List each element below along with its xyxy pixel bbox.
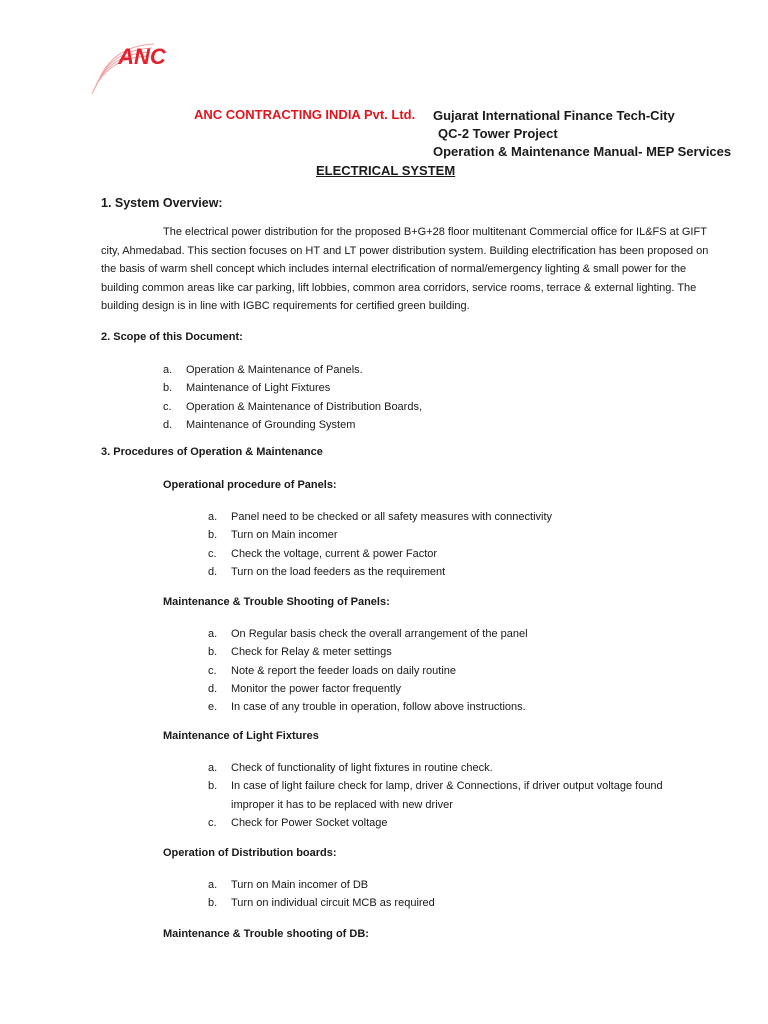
list-item bbox=[208, 698, 698, 716]
list-item-marker: b. bbox=[208, 897, 218, 910]
scope-list bbox=[163, 361, 683, 434]
section-1-title: 1. System Overview: bbox=[101, 196, 223, 210]
list-item-text: Maintenance of Light Fixtures bbox=[186, 382, 331, 395]
list-item bbox=[163, 361, 683, 379]
list-item-marker: b. bbox=[208, 529, 218, 542]
company-name: ANC CONTRACTING INDIA Pvt. Ltd. bbox=[194, 107, 416, 122]
list-item-marker: d. bbox=[208, 565, 218, 578]
list-item-marker: c. bbox=[208, 664, 217, 677]
system-overview-text: The electrical power distribution for the proposed B+G+28 floor multitenant Commercial office for IL&FS at GIFT city, Ahmedabad. This section focuses on HT and LT power distribution system. Building electrification has been proposed on the basis of warm shell concept which includes internal electrification of normal/emergency lighting & small power for the building common areas like car parking, lift lobbies, common area corridors, service rooms, terrace & external lighting. The building design is in line with IGBC requirements for certified green building. bbox=[101, 226, 709, 312]
list-item-text: Panel need to be checked or all safety measures with connectivity bbox=[231, 511, 553, 523]
anc-logo bbox=[92, 42, 192, 98]
list-item-text: Check for Power Socket voltage bbox=[231, 816, 388, 829]
list-item-text: Turn on Main incomer of DB bbox=[231, 879, 369, 891]
list-item-marker: e. bbox=[208, 701, 218, 714]
list-item-marker: a. bbox=[208, 762, 218, 774]
list-item bbox=[163, 379, 683, 397]
list-item bbox=[208, 814, 698, 832]
list-item bbox=[208, 876, 698, 894]
list-item-text: Monitor the power factor frequently bbox=[231, 682, 401, 695]
list-item-text: Maintenance of Grounding System bbox=[186, 418, 356, 431]
list-item bbox=[208, 563, 698, 581]
list-item-text: Check of functionality of light fixtures in routine check. bbox=[231, 762, 493, 774]
list-item-marker: b. bbox=[208, 780, 218, 793]
list-item-marker: a. bbox=[208, 879, 218, 891]
header-line-3: Operation & Maintenance Manual- MEP Services bbox=[433, 144, 732, 159]
document-title: ELECTRICAL SYSTEM bbox=[316, 163, 456, 178]
list-item bbox=[208, 526, 698, 544]
system-overview-paragraph bbox=[101, 223, 713, 316]
list-item-text: Note & report the feeder loads on daily routine bbox=[231, 664, 457, 677]
list-item bbox=[208, 625, 698, 643]
light-fixtures-list bbox=[208, 759, 698, 832]
list-item-text: On Regular basis check the overall arrangement of the panel bbox=[231, 628, 528, 640]
list-item-marker: a. bbox=[208, 628, 218, 640]
maintenance-panels-list bbox=[208, 625, 698, 716]
operational-procedure-panels-list bbox=[208, 508, 698, 581]
list-item-text: Turn on Main incomer bbox=[231, 529, 338, 542]
section-3-title: 3. Procedures of Operation & Maintenance bbox=[101, 446, 323, 458]
list-item-text: In case of any trouble in operation, follow above instructions. bbox=[231, 701, 526, 714]
list-item-marker: a. bbox=[163, 364, 173, 376]
operational-procedure-panels-title: Operational procedure of Panels: bbox=[163, 479, 337, 491]
list-item-text: Operation & Maintenance of Distribution Boards, bbox=[186, 400, 423, 413]
list-item bbox=[208, 777, 698, 814]
list-item-marker: c. bbox=[163, 400, 172, 413]
list-item-text: Operation & Maintenance of Panels. bbox=[186, 364, 363, 376]
list-item-text: In case of light failure check for lamp, driver & Connections, if driver output voltage found improper it has to be replaced with new driver bbox=[231, 780, 663, 811]
section-2-title: 2. Scope of this Document: bbox=[101, 331, 243, 343]
list-item-marker: d. bbox=[208, 682, 218, 695]
list-item bbox=[163, 398, 683, 416]
header-line-1: Gujarat International Finance Tech-City bbox=[433, 108, 675, 123]
list-item bbox=[163, 416, 683, 434]
list-item-marker: c. bbox=[208, 816, 217, 829]
list-item bbox=[208, 759, 698, 777]
list-item-text: Turn on the load feeders as the requirement bbox=[231, 565, 446, 578]
list-item bbox=[208, 662, 698, 680]
list-item-marker: c. bbox=[208, 547, 217, 560]
distribution-boards-maintenance-title: Maintenance & Trouble shooting of DB: bbox=[163, 928, 369, 940]
list-item-marker: b. bbox=[208, 646, 218, 659]
svg-text:ANC: ANC bbox=[118, 44, 166, 69]
list-item bbox=[208, 508, 698, 526]
maintenance-panels-title: Maintenance & Trouble Shooting of Panels: bbox=[163, 596, 390, 608]
list-item-text: Check the voltage, current & power Factor bbox=[231, 547, 438, 560]
list-item bbox=[208, 643, 698, 661]
light-fixtures-title: Maintenance of Light Fixtures bbox=[163, 730, 319, 742]
list-item bbox=[208, 545, 698, 563]
list-item bbox=[208, 894, 698, 912]
list-item bbox=[208, 680, 698, 698]
header-line-2: QC-2 Tower Project bbox=[438, 126, 558, 141]
list-item-marker: a. bbox=[208, 511, 218, 523]
list-item-marker: d. bbox=[163, 418, 173, 431]
list-item-text: Turn on individual circuit MCB as required bbox=[231, 897, 435, 910]
list-item-marker: b. bbox=[163, 382, 173, 395]
distribution-boards-operation-title: Operation of Distribution boards: bbox=[163, 847, 337, 859]
list-item-text: Check for Relay & meter settings bbox=[231, 646, 392, 659]
distribution-boards-operation-list bbox=[208, 876, 698, 913]
